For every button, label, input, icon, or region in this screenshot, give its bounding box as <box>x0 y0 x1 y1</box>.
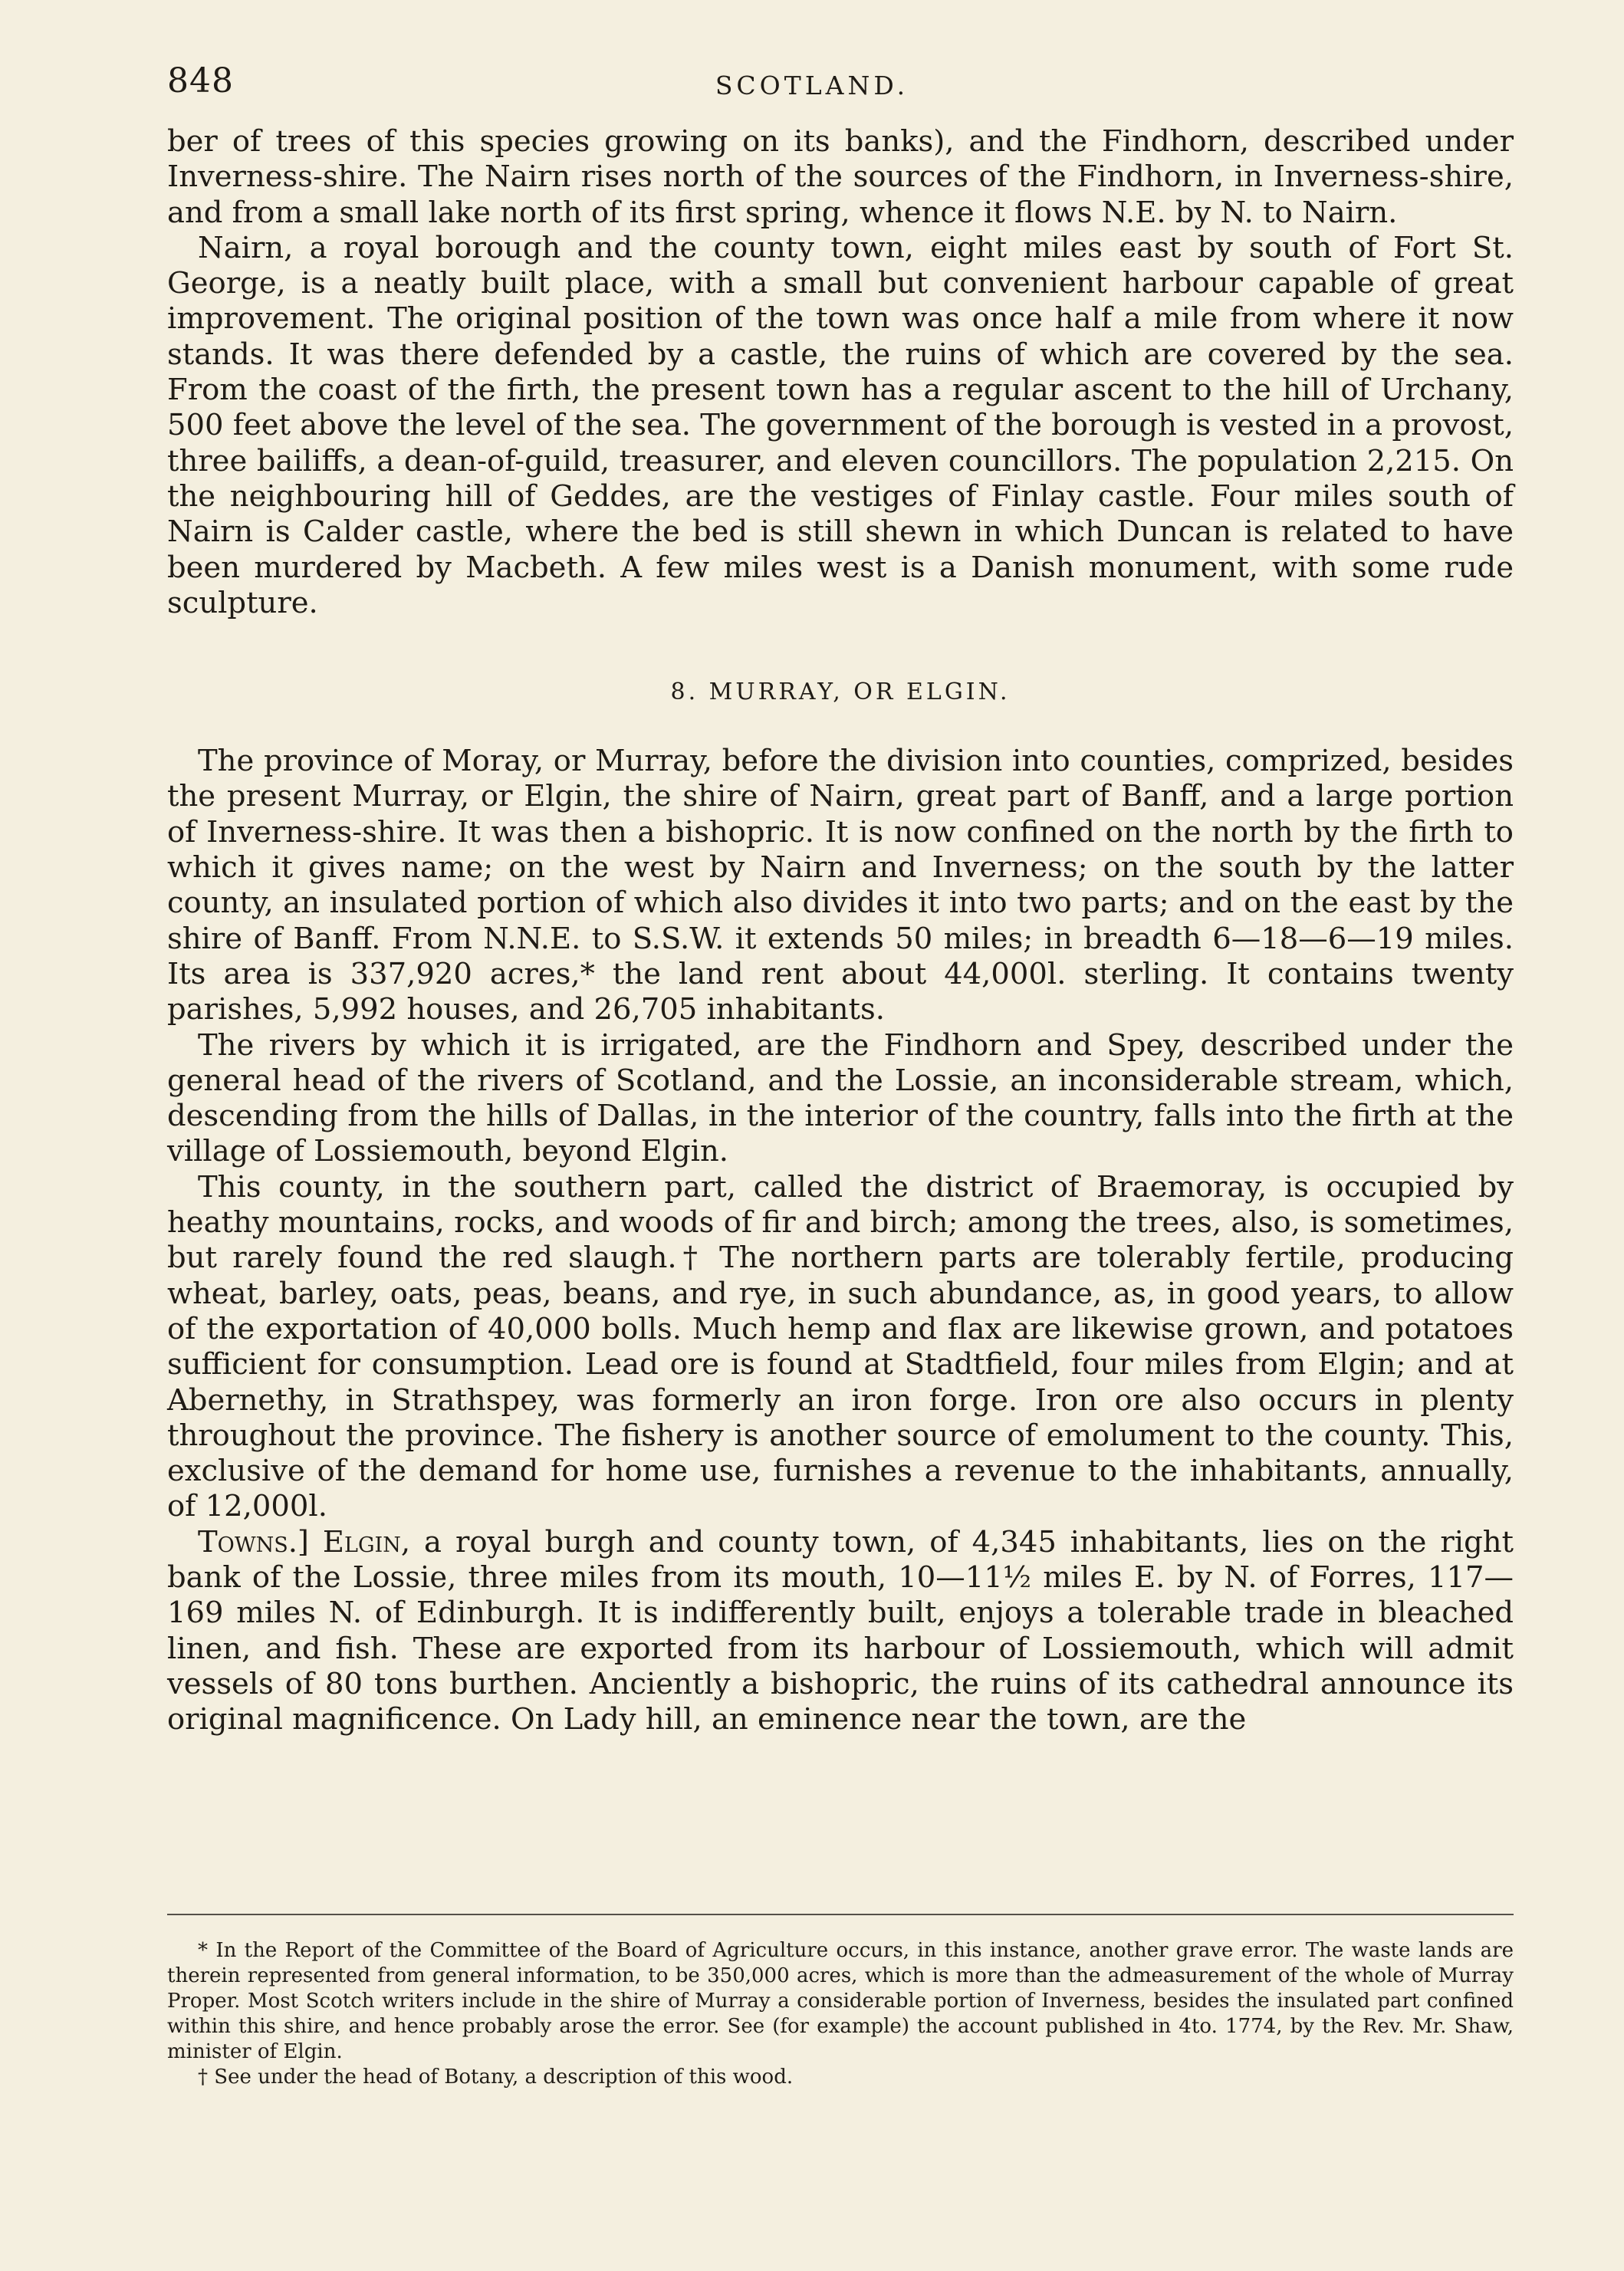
town-name-elgin: Elgin, <box>322 1524 411 1559</box>
section-number: 8. <box>670 679 699 706</box>
page-number: 848 <box>167 61 234 100</box>
footnotes <box>167 1938 1514 2090</box>
main-text <box>167 124 1514 1737</box>
section-title: MURRAY, OR ELGIN. <box>708 679 1011 706</box>
paragraph-nairn: Nairn, a royal borough and the county town, eight miles east by south of Fort St. George, is a neatly built place, with a small but convenient harbour capable of great improvement. The original position of the town was once half a mile from where it now stands. It was there defended by a castle, the ruins of which are covered by the sea. From the coast of the firth, the present town has a regular ascent to the hill of Urchany, 500 feet above the level of the sea. The government of the borough is vested in a provost, three bailiffs, a dean-of-guild, treasurer, and eleven councillors. The population 2,215. On the neighbouring hill of Geddes, are the vestiges of Finlay castle. Four miles south of Nairn is Calder castle, where the bed is still shewn in which Duncan is related to have been murdered by Macbeth. A few miles west is a Danish monument, with some rude sculpture. <box>167 230 1514 620</box>
towns-lead: Towns.] <box>198 1524 309 1559</box>
footnote-rule <box>167 1914 1514 1915</box>
paragraph-county: This county, in the southern part, called the district of Braemoray, is occupied by heathy mountains, rocks, and woods of fir and birch; among the trees, also, is sometimes, but rarely found the red slaugh.† The northern parts are tolerably fertile, producing wheat, barley, oats, peas, beans, and rye, in such abundance, as, in good years, to allow of the exportation of 40,000 bolls. Much hemp and flax are likewise grown, and potatoes sufficient for consumption. Lead ore is found at Stadtfield, four miles from Elgin; and at Abernethy, in Strathspey, was formerly an iron forge. Iron ore also occurs in plenty throughout the province. The fishery is another source of emolument to the county. This, exclusive of the demand for home use, furnishes a revenue to the inhabitants, annually, of 12,000l. <box>167 1169 1514 1524</box>
footnote-dagger: † See under the head of Botany, a description of this wood. <box>198 2066 794 2089</box>
paragraph-rivers: The rivers by which it is irrigated, are the Findhorn and Spey, described under the general head of the rivers of Scotland, and the Lossie, an inconsiderable stream, which, descending from the hills of Dallas, in the interior of the country, falls into the firth at the village of Lossiemouth, beyond Elgin. <box>167 1027 1514 1169</box>
towns-text: a royal burgh and county town, of 4,345 inhabitants, lies on the right bank of the Lossie, three miles from its mouth, 10—11½ miles E. by N. of Forres, 117—169 miles N. of Edinburgh. It is indifferently built, enjoys a tolerable trade in bleached linen, and fish. These are exported from its harbour of Lossiemouth, which will admit vessels of 80 tons burthen. Anciently a bishopric, the ruins of its cathedral announce its original magnificence. On Lady hill, an eminence near the town, are the <box>167 1524 1514 1737</box>
section-heading <box>167 675 1514 710</box>
paragraph-towns <box>167 1525 1514 1738</box>
paragraph-continued: ber of trees of this species growing on its banks), and the Findhorn, described under Inverness-shire. The Nairn rises north of the sources of the Findhorn, in Inverness-shire, and from a small lake north of its first spring, whence it flows N.E. by N. to Nairn. <box>167 124 1514 230</box>
footnote-asterisk: * In the Report of the Committee of the Board of Agriculture occurs, in this instance, another grave error. The waste lands are therein represented from general information, to be 350,000 acres, which is more than the admeasurement of the whole of Murray Proper. Most Scotch writers include in the shire of Murray a considerable portion of Inverness, besides the insulated part confined within this shire, and hence probably arose the error. See (for example) the account published in 4to. 1774, by the Rev. Mr. Shaw, minister of Elgin. <box>167 1939 1514 2063</box>
running-head: SCOTLAND. <box>715 71 909 100</box>
paragraph-province: The province of Moray, or Murray, before the division into counties, comprized, besides the present Murray, or Elgin, the shire of Nairn, great part of Banff, and a large portion of Inverness-shire. It was then a bishopric. It is now confined on the north by the firth to which it gives name; on the west by Nairn and Inverness; on the south by the latter county, an insulated portion of which also divides it into two parts; and on the east by the shire of Banff. From N.N.E. to S.S.W. it extends 50 miles; in breadth 6—18—6—19 miles. Its area is 337,920 acres,* the land rent about 44,000l. sterling. It contains twenty parishes, 5,992 houses, and 26,705 inhabitants. <box>167 744 1514 1027</box>
